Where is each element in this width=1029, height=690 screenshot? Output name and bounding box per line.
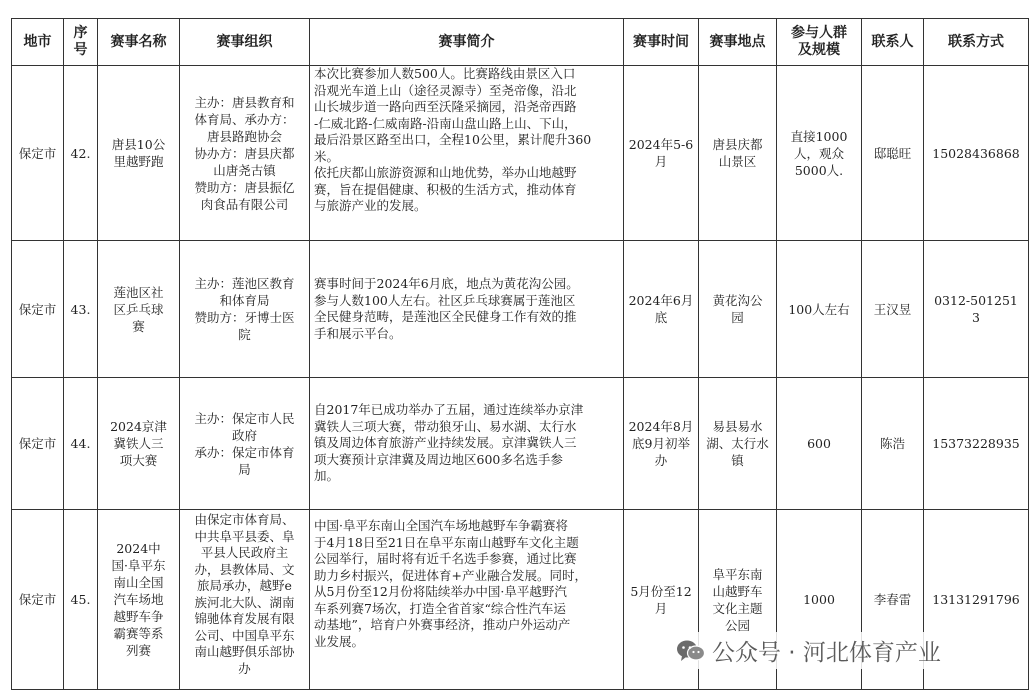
header-seq-text: 序 号 bbox=[73, 25, 88, 58]
events-table bbox=[11, 18, 1029, 690]
cell-scale: 100人左右 bbox=[777, 241, 862, 378]
header-scale-text: 参与人群 及规模 bbox=[791, 25, 847, 58]
cell-name: 2024京津 冀铁人三 项大赛 bbox=[98, 378, 180, 510]
cell-org: 主办：唐县教育和 体育局、承办方： 唐县路跑协会 协办方：唐县庆都 山唐尧古镇 赞助方：唐县振亿 肉食品有限公司 bbox=[180, 66, 310, 241]
header-place: 赛事地点 bbox=[699, 19, 777, 66]
cell-seq: 42. bbox=[64, 66, 98, 241]
table-row bbox=[12, 66, 1029, 241]
cell-intro-text: 赛事时间于2024年6月底，地点为黄花沟公园。 参与人数100人左右。社区乒乓球赛属于莲池区 全民健身范畴，是莲池区全民健身工作有效的推 手和展示平台。 bbox=[314, 276, 579, 341]
cell-contact: 李春雷 bbox=[862, 510, 924, 690]
cell-intro bbox=[310, 66, 624, 241]
cell-intro-text: 自2017年已成功举办了五届，通过连续举办京津 冀铁人三项大赛，带动狼牙山、易水湖、太行水 镇及周边体育旅游产业持续发展。京津冀铁人三 项大赛预计京津冀及周边地区600多名选手参 加。 bbox=[314, 402, 584, 484]
cell-contact: 陈浩 bbox=[862, 378, 924, 510]
cell-time: 2024年6月 底 bbox=[624, 241, 699, 378]
cell-city: 保定市 bbox=[12, 241, 64, 378]
cell-name: 唐县10公 里越野跑 bbox=[98, 66, 180, 241]
header-scale bbox=[777, 19, 862, 66]
header-row bbox=[12, 19, 1029, 66]
cell-place: 黄花沟公 园 bbox=[699, 241, 777, 378]
cell-seq: 44. bbox=[64, 378, 98, 510]
wechat-icon bbox=[676, 639, 706, 663]
header-org: 赛事组织 bbox=[180, 19, 310, 66]
cell-scale: 1000 bbox=[777, 510, 862, 690]
cell-phone: 15028436868 bbox=[924, 66, 1029, 241]
header-city: 地市 bbox=[12, 19, 64, 66]
cell-seq: 45. bbox=[64, 510, 98, 690]
cell-city: 保定市 bbox=[12, 510, 64, 690]
header-phone: 联系方式 bbox=[924, 19, 1029, 66]
cell-intro bbox=[310, 378, 624, 510]
cell-phone: 0312-501251 3 bbox=[924, 241, 1029, 378]
table-row bbox=[12, 378, 1029, 510]
cell-place: 唐县庆都 山景区 bbox=[699, 66, 777, 241]
cell-intro bbox=[310, 510, 624, 690]
cell-city: 保定市 bbox=[12, 66, 64, 241]
cell-scale: 600 bbox=[777, 378, 862, 510]
header-intro: 赛事简介 bbox=[310, 19, 624, 66]
watermark-text: 公众号 · 河北体育产业 bbox=[712, 640, 941, 666]
header-name: 赛事名称 bbox=[98, 19, 180, 66]
cell-phone: 15373228935 bbox=[924, 378, 1029, 510]
cell-org: 主办：保定市人民 政府 承办：保定市体育 局 bbox=[180, 378, 310, 510]
cell-contact: 邸聪旺 bbox=[862, 66, 924, 241]
header-time: 赛事时间 bbox=[624, 19, 699, 66]
cell-place: 阜平东南 山越野车 文化主题 公园 bbox=[699, 510, 777, 690]
cell-scale: 直接1000 人，观众 5000人. bbox=[777, 66, 862, 241]
cell-intro bbox=[310, 241, 624, 378]
cell-time: 2024年5-6 月 bbox=[624, 66, 699, 241]
cell-contact: 王汉昱 bbox=[862, 241, 924, 378]
cell-org: 主办：莲池区教育 和体育局 赞助方：牙博士医 院 bbox=[180, 241, 310, 378]
cell-city: 保定市 bbox=[12, 378, 64, 510]
header-seq bbox=[64, 19, 98, 66]
cell-seq: 43. bbox=[64, 241, 98, 378]
cell-org: 由保定市体育局、 中共阜平县委、阜 平县人民政府主 办，县教体局、文 旅局承办，越野e 族河北大队、湖南 锦驰体育发展有限 公司、中国阜平东 南山越野俱乐部协 办 bbox=[180, 510, 310, 690]
cell-name: 2024中 国·阜平东 南山全国 汽车场地 越野车争 霸赛等系 列赛 bbox=[98, 510, 180, 690]
header-contact: 联系人 bbox=[862, 19, 924, 66]
cell-name: 莲池区社 区乒乓球 赛 bbox=[98, 241, 180, 378]
cell-intro-text: 本次比赛参加人数500人。比赛路线由景区入口 沿观光车道上山（途径灵源寺）至尧帝像，沿北 山长城步道一路向西至沃隆采摘园，沿尧帝西路 -仁威北路-仁威南路-沿南山盘山路上山、下山， 最后沿景区路至出口，全程10公里，累计爬升360 米。 依托庆都山旅游资源和山地优势，举办山地越野 赛，旨在提倡健康、积极的生活方式，推动体育 与旅游产业的发展。 bbox=[314, 66, 592, 213]
cell-phone: 13131291796 bbox=[924, 510, 1029, 690]
cell-time: 2024年8月 底9月初举 办 bbox=[624, 378, 699, 510]
table-row bbox=[12, 241, 1029, 378]
watermark bbox=[672, 632, 945, 669]
cell-intro-text: 中国·阜平东南山全国汽车场地越野车争霸赛将 于4月18日至21日在阜平东南山越野车文化主题 公园举行，届时将有近千名选手参赛，通过比赛 助力乡村振兴，促进体育+产业融合发展。同时， 从5月份至12月份将陆续举办中国·阜平越野汽 车系列赛7场次，打造全省首家“综合性汽车运 动基地”，培育户外赛事经济，推动户外运动产 业发展。 bbox=[314, 518, 587, 649]
cell-place: 易县易水 湖、太行水 镇 bbox=[699, 378, 777, 510]
cell-time: 5月份至12 月 bbox=[624, 510, 699, 690]
